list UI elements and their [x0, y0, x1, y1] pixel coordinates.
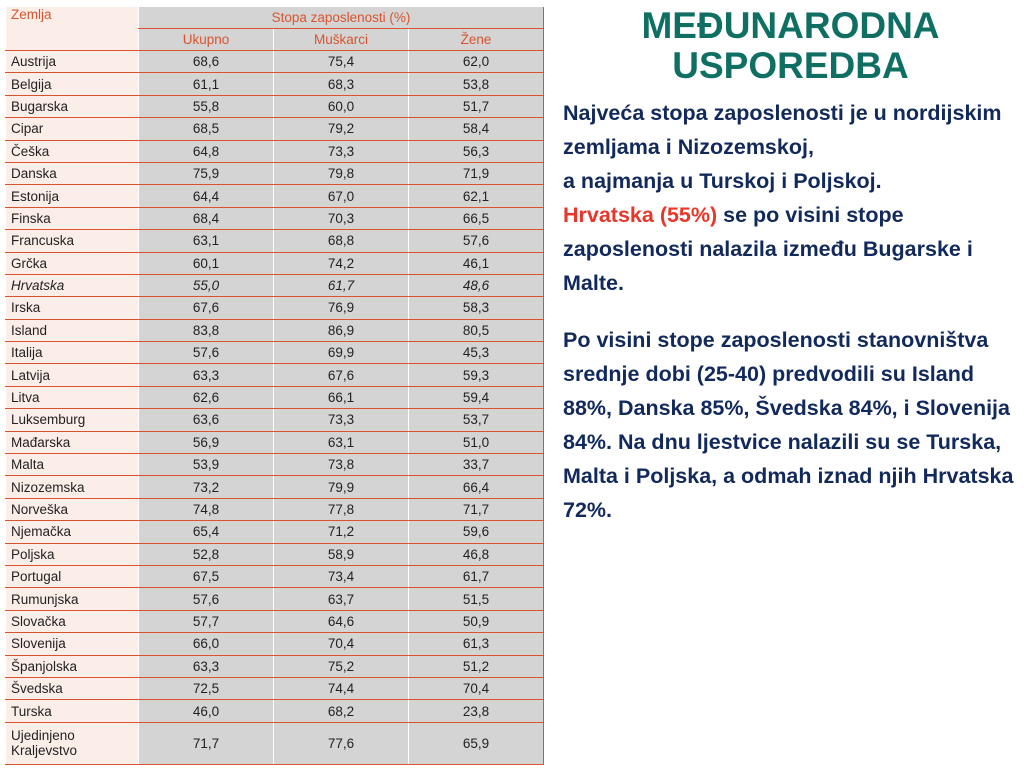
table-row — [6, 118, 544, 140]
men-cell: 68,3 — [274, 73, 409, 95]
table-body — [6, 51, 544, 765]
country-cell: Litva — [6, 386, 139, 408]
country-cell: Belgija — [6, 73, 139, 95]
men-cell: 77,6 — [274, 722, 409, 764]
women-cell: 62,1 — [409, 185, 544, 207]
men-cell: 68,8 — [274, 230, 409, 252]
total-cell: 57,6 — [139, 342, 274, 364]
men-cell: 76,9 — [274, 297, 409, 319]
table-row — [6, 162, 544, 184]
table-row — [6, 51, 544, 73]
total-cell: 65,4 — [139, 521, 274, 543]
women-cell: 71,9 — [409, 162, 544, 184]
men-cell: 74,4 — [274, 677, 409, 699]
country-cell: Hrvatska — [6, 274, 139, 296]
country-cell: Bugarska — [6, 95, 139, 117]
table-row — [6, 95, 544, 117]
table-row — [6, 207, 544, 229]
women-cell: 51,7 — [409, 95, 544, 117]
table-row — [6, 342, 544, 364]
total-cell: 68,5 — [139, 118, 274, 140]
table-row — [6, 633, 544, 655]
total-cell: 55,8 — [139, 95, 274, 117]
total-cell: 57,7 — [139, 610, 274, 632]
men-cell: 70,3 — [274, 207, 409, 229]
country-cell: Austrija — [6, 51, 139, 73]
women-cell: 80,5 — [409, 319, 544, 341]
table-row — [6, 386, 544, 408]
men-cell: 64,6 — [274, 610, 409, 632]
total-cell: 52,8 — [139, 543, 274, 565]
total-cell: 71,7 — [139, 722, 274, 764]
total-cell: 53,9 — [139, 454, 274, 476]
total-cell: 67,6 — [139, 297, 274, 319]
men-cell: 75,2 — [274, 655, 409, 677]
table-row — [6, 185, 544, 207]
table-row — [6, 722, 544, 764]
country-cell: Njemačka — [6, 521, 139, 543]
country-cell: Nizozemska — [6, 476, 139, 498]
men-cell: 58,9 — [274, 543, 409, 565]
women-cell: 51,0 — [409, 431, 544, 453]
men-cell: 73,3 — [274, 409, 409, 431]
men-cell: 74,2 — [274, 252, 409, 274]
women-cell: 70,4 — [409, 677, 544, 699]
men-cell: 79,8 — [274, 162, 409, 184]
table-row — [6, 431, 544, 453]
table-row — [6, 274, 544, 296]
total-cell: 63,1 — [139, 230, 274, 252]
paragraph-lowest: a najmanja u Turskoj i Poljskoj. — [563, 169, 882, 193]
paragraph-middle-age: Po visini stope zaposlenosti stanovništva srednje dobi (25-40) predvodili su Island 88%, Danska 85%, Švedska 84%, i Slovenija 84%. Na dnu ljestvice nalazili su se Turska, Malta i Poljska, a odmah iznad njih Hrvatska 72%. — [563, 328, 1014, 522]
employment-table-panel — [5, 7, 543, 765]
men-cell: 75,4 — [274, 51, 409, 73]
table-row — [6, 73, 544, 95]
women-cell: 50,9 — [409, 610, 544, 632]
country-cell: Finska — [6, 207, 139, 229]
total-cell: 60,1 — [139, 252, 274, 274]
total-cell: 56,9 — [139, 431, 274, 453]
total-cell: 62,6 — [139, 386, 274, 408]
country-cell: Mađarska — [6, 431, 139, 453]
country-cell: Italija — [6, 342, 139, 364]
women-cell: 51,2 — [409, 655, 544, 677]
table-row — [6, 565, 544, 587]
women-cell: 65,9 — [409, 722, 544, 764]
women-cell: 71,7 — [409, 498, 544, 520]
men-cell: 71,2 — [274, 521, 409, 543]
table-row — [6, 476, 544, 498]
paragraph-highest: Najveća stopa zaposlenosti je u nordijskim zemljama i Nizozemskoj, — [563, 101, 1002, 159]
country-cell: Češka — [6, 140, 139, 162]
total-cell: 61,1 — [139, 73, 274, 95]
country-cell: Latvija — [6, 364, 139, 386]
women-cell: 33,7 — [409, 454, 544, 476]
country-cell: Grčka — [6, 252, 139, 274]
women-cell: 59,6 — [409, 521, 544, 543]
total-cell: 68,6 — [139, 51, 274, 73]
women-cell: 45,3 — [409, 342, 544, 364]
country-cell: Ujedinjeno Kraljevstvo — [6, 722, 139, 764]
women-cell: 66,5 — [409, 207, 544, 229]
page-title: MEĐUNARODNA USPOREDBA — [641, 5, 940, 86]
country-cell: Danska — [6, 162, 139, 184]
women-cell: 46,8 — [409, 543, 544, 565]
country-cell: Island — [6, 319, 139, 341]
croatia-text: se po visini stope zaposlenosti nalazila između Bugarske i Malte. — [563, 203, 973, 295]
total-cell: 55,0 — [139, 274, 274, 296]
total-cell: 66,0 — [139, 633, 274, 655]
header-total: Ukupno — [139, 29, 274, 51]
country-cell: Portugal — [6, 565, 139, 587]
header-country: Zemlja — [6, 7, 139, 51]
men-cell: 68,2 — [274, 700, 409, 722]
total-cell: 73,2 — [139, 476, 274, 498]
total-cell: 63,3 — [139, 364, 274, 386]
total-cell: 63,3 — [139, 655, 274, 677]
total-cell: 46,0 — [139, 700, 274, 722]
men-cell: 73,4 — [274, 565, 409, 587]
table-row — [6, 521, 544, 543]
total-cell: 83,8 — [139, 319, 274, 341]
table-row — [6, 409, 544, 431]
table-row — [6, 677, 544, 699]
header-men: Muškarci — [274, 29, 409, 51]
table-row — [6, 230, 544, 252]
total-cell: 64,8 — [139, 140, 274, 162]
men-cell: 61,7 — [274, 274, 409, 296]
women-cell: 58,3 — [409, 297, 544, 319]
women-cell: 56,3 — [409, 140, 544, 162]
men-cell: 77,8 — [274, 498, 409, 520]
women-cell: 61,7 — [409, 565, 544, 587]
country-cell: Norveška — [6, 498, 139, 520]
country-cell: Turska — [6, 700, 139, 722]
text-panel — [563, 6, 1018, 527]
table-row — [6, 655, 544, 677]
header-women: Žene — [409, 29, 544, 51]
table-row — [6, 454, 544, 476]
women-cell: 61,3 — [409, 633, 544, 655]
table-row — [6, 252, 544, 274]
men-cell: 73,8 — [274, 454, 409, 476]
men-cell: 69,9 — [274, 342, 409, 364]
table-row — [6, 610, 544, 632]
table-row — [6, 543, 544, 565]
country-cell: Cipar — [6, 118, 139, 140]
total-cell: 64,4 — [139, 185, 274, 207]
women-cell: 62,0 — [409, 51, 544, 73]
country-cell: Slovenija — [6, 633, 139, 655]
country-cell: Španjolska — [6, 655, 139, 677]
table-row — [6, 319, 544, 341]
table-row — [6, 140, 544, 162]
croatia-highlight: Hrvatska (55%) — [563, 203, 718, 227]
employment-rate-table — [5, 7, 544, 765]
men-cell: 63,1 — [274, 431, 409, 453]
total-cell: 63,6 — [139, 409, 274, 431]
total-cell: 67,5 — [139, 565, 274, 587]
country-cell: Irska — [6, 297, 139, 319]
men-cell: 70,4 — [274, 633, 409, 655]
header-employment-rate: Stopa zaposlenosti (%) — [139, 7, 544, 29]
table-row — [6, 364, 544, 386]
women-cell: 51,5 — [409, 588, 544, 610]
men-cell: 60,0 — [274, 95, 409, 117]
men-cell: 79,2 — [274, 118, 409, 140]
total-cell: 75,9 — [139, 162, 274, 184]
country-cell: Luksemburg — [6, 409, 139, 431]
table-row — [6, 588, 544, 610]
women-cell: 53,7 — [409, 409, 544, 431]
country-cell: Švedska — [6, 677, 139, 699]
women-cell: 46,1 — [409, 252, 544, 274]
men-cell: 67,6 — [274, 364, 409, 386]
women-cell: 57,6 — [409, 230, 544, 252]
women-cell: 23,8 — [409, 700, 544, 722]
table-row — [6, 297, 544, 319]
country-cell: Slovačka — [6, 610, 139, 632]
total-cell: 74,8 — [139, 498, 274, 520]
women-cell: 53,8 — [409, 73, 544, 95]
table-row — [6, 700, 544, 722]
men-cell: 73,3 — [274, 140, 409, 162]
total-cell: 68,4 — [139, 207, 274, 229]
country-cell: Rumunjska — [6, 588, 139, 610]
country-cell: Estonija — [6, 185, 139, 207]
table-row — [6, 498, 544, 520]
men-cell: 86,9 — [274, 319, 409, 341]
women-cell: 59,3 — [409, 364, 544, 386]
women-cell: 58,4 — [409, 118, 544, 140]
country-cell: Poljska — [6, 543, 139, 565]
men-cell: 79,9 — [274, 476, 409, 498]
men-cell: 67,0 — [274, 185, 409, 207]
country-cell: Francuska — [6, 230, 139, 252]
country-cell: Malta — [6, 454, 139, 476]
women-cell: 59,4 — [409, 386, 544, 408]
women-cell: 48,6 — [409, 274, 544, 296]
paragraph-croatia — [563, 198, 1018, 300]
men-cell: 63,7 — [274, 588, 409, 610]
total-cell: 57,6 — [139, 588, 274, 610]
women-cell: 66,4 — [409, 476, 544, 498]
men-cell: 66,1 — [274, 386, 409, 408]
total-cell: 72,5 — [139, 677, 274, 699]
